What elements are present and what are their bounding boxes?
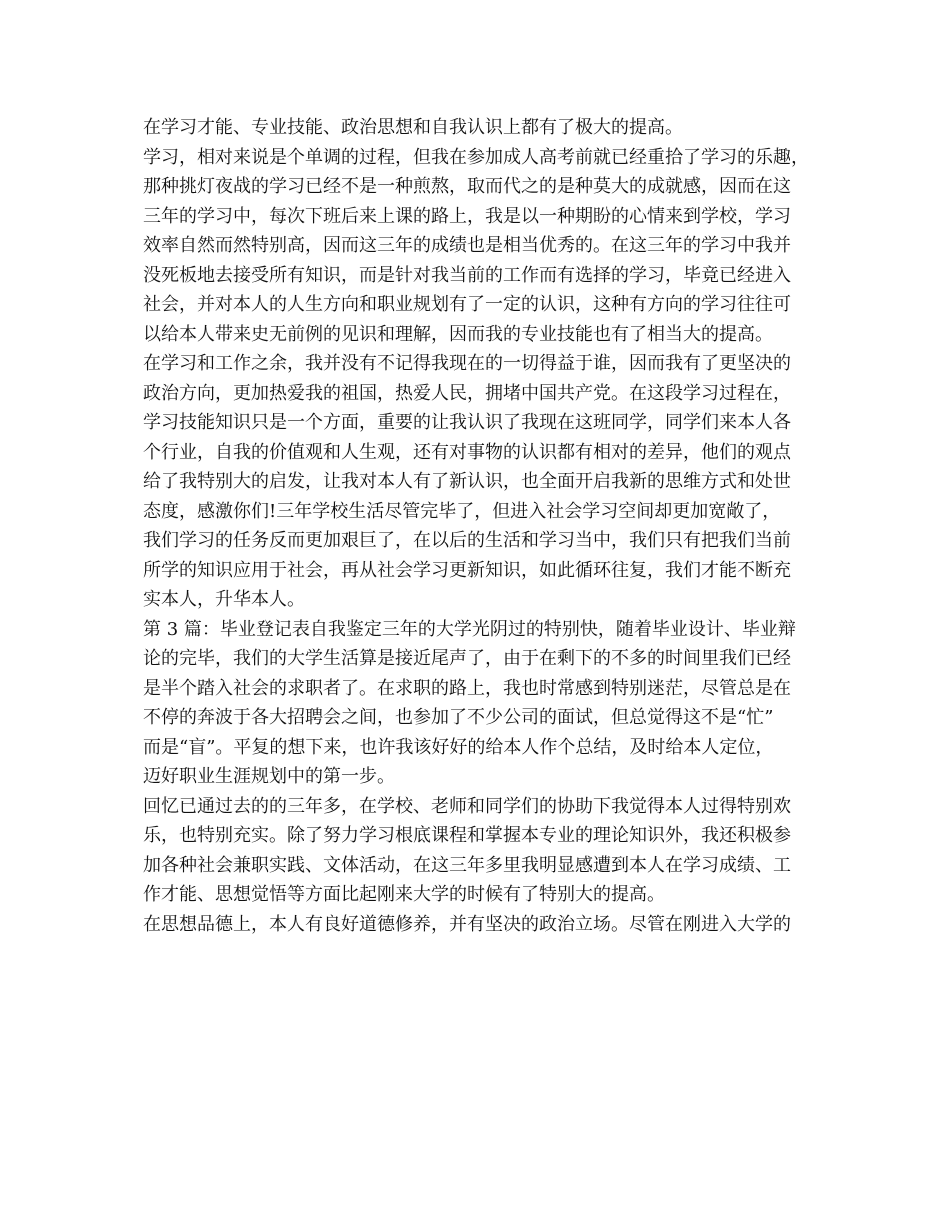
text-line: 没死板地去接受所有知识，而是针对我当前的工作而有选择的学习，毕竟已经进入 [143,264,791,286]
text-line: 在思想品德上，本人有良好道德修养，并有坚决的政治立场。尽管在刚进入大学的 [143,913,791,935]
text-line: 回忆已通过去的的三年多，在学校、老师和同学们的协助下我觉得本人过得特别欢 [143,795,791,817]
text-line: 给了我特别大的启发，让我对本人有了新认识，也全面开启我新的思维方式和处世 [143,471,791,492]
text-line: 学习，相对来说是个单调的过程，但我在参加成人高考前就已经重拾了学习的乐趣， [143,146,809,168]
text-line: 学习技能知识只是一个方面，重要的让我认识了我现在这班同学，同学们来本人各 [143,412,791,433]
section-heading-line: 第 3 篇：毕业登记表自我鉴定三年的大学光阴过的特别快，随着毕业设计、毕业辩 [143,618,796,640]
text-line: 而是“盲”。平复的想下来，也许我该好好的给本人作个总结，及时给本人定位， [143,736,774,758]
text-line: 个行业，自我的价值观和人生观，还有对事物的认识都有相对的差异，他们的观点 [143,441,791,463]
text-line: 三年的学习中，每次下班后来上课的路上，我是以一种期盼的心情来到学校，学习 [143,205,791,227]
text-line: 态度，感激你们!三年学校生活尽管完毕了，但进入社会学习空间却更加宽敞了， [143,500,781,522]
text-line: 那种挑灯夜战的学习已经不是一种煎熬，取而代之的是种莫大的成就感，因而在这 [143,176,791,197]
text-line: 政治方向，更加热爱我的祖国，热爱人民，拥堵中国共产党。在这段学习过程在， [143,382,791,404]
text-line: 加各种社会兼职实践、文体活动，在这三年多里我明显感遭到本人在学习成绩、工 [143,854,791,876]
text-line: 不停的奔波于各大招聘会之间，也参加了不少公司的面试，但总觉得这不是“忙” [143,707,774,728]
text-line: 所学的知识应用于社会，再从社会学习更新知识，如此循环往复，我们才能不断充 [143,559,791,581]
text-line: 我们学习的任务反而更加艰巨了，在以后的生活和学习当中，我们只有把我们当前 [143,530,791,551]
text-line: 论的完毕，我们的大学生活算是接近尾声了，由于在剩下的不多的时间里我们已经 [143,648,791,669]
text-line: 在学习才能、专业技能、政治思想和自我认识上都有了极大的提高。 [143,117,683,138]
text-line: 效率自然而然特别高，因而这三年的成绩也是相当优秀的。在这三年的学习中我并 [143,235,791,256]
text-line: 乐，也特别充实。除了努力学习根底课程和掌握本专业的理论知识外，我还积极参 [143,825,791,846]
text-line: 以给本人带来史无前例的见识和理解，因而我的专业技能也有了相当大的提高。 [143,323,773,345]
text-line: 作才能、思想觉悟等方面比起刚来大学的时候有了特别大的提高。 [143,884,665,905]
text-line: 在学习和工作之余，我并没有不记得我现在的一切得益于谁，因而我有了更坚决的 [143,353,791,374]
text-line: 是半个踏入社会的求职者了。在求职的路上，我也时常感到特别迷茫，尽管总是在 [143,677,791,699]
text-line: 社会，并对本人的人生方向和职业规划有了一定的认识，这种有方向的学习往往可 [143,294,791,315]
text-line: 迈好职业生涯规划中的第一步。 [143,766,395,787]
text-line: 实本人，升华本人。 [143,589,305,610]
document-body [143,113,815,939]
